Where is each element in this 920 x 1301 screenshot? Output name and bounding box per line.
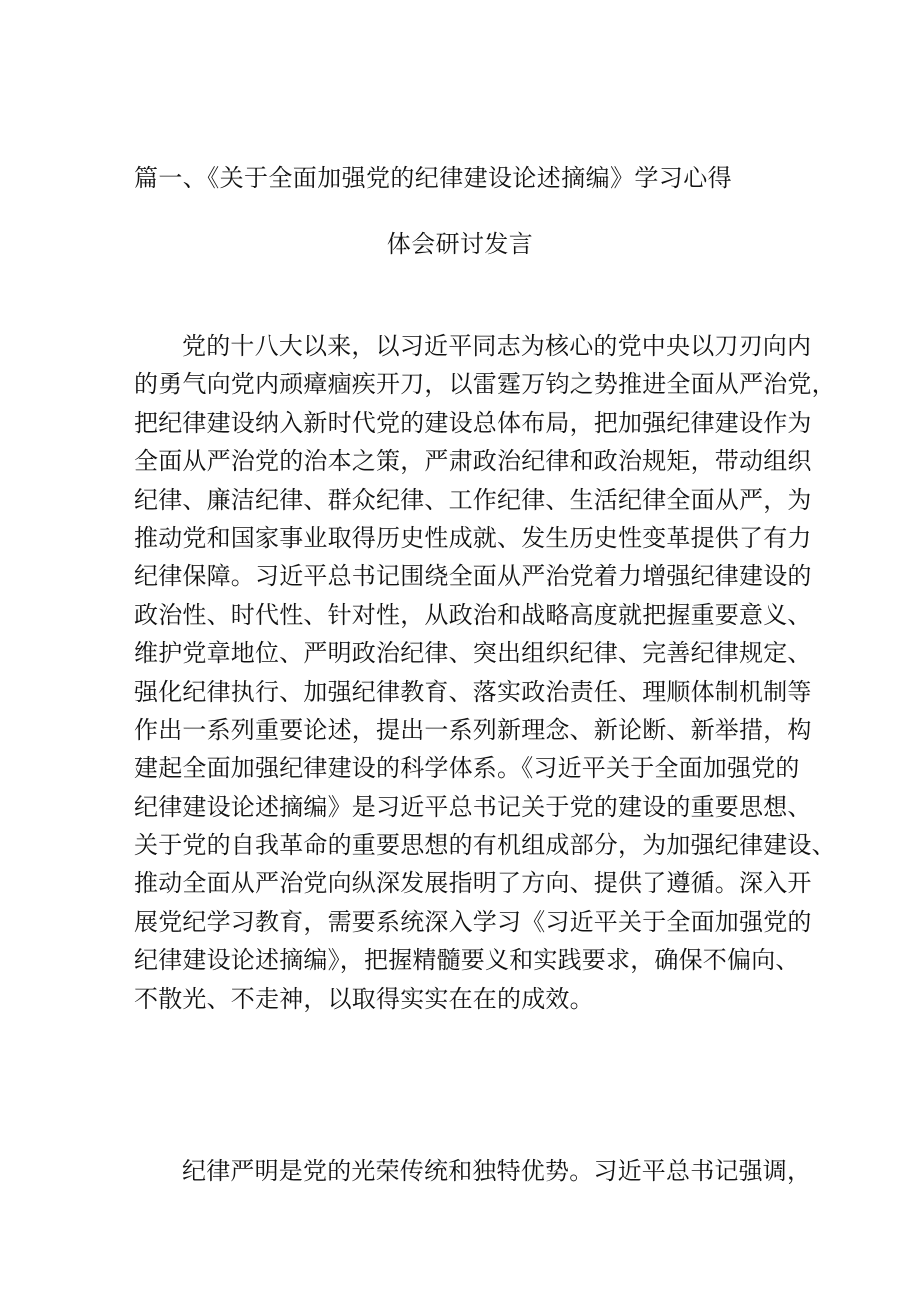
document-title-line-2: 体会研讨发言 [386,230,534,258]
paragraph-line: 强化纪律执行、加强纪律教育、落实政治责任、理顺体制机制等 [134,677,812,706]
paragraph-line: 纪律、廉洁纪律、群众纪律、工作纪律、生活纪律全面从严，为 [134,485,812,514]
paragraph-2 [134,1152,812,1190]
paragraph-line: 不散光、不走神，以取得实实在在的成效。 [134,984,594,1013]
paragraph-line: 纪律建设论述摘编》是习近平总书记关于党的建设的重要思想、 [134,792,812,821]
paragraph-line: 的勇气向党内顽瘴痼疾开刀，以雷霆万钧之势推进全面从严治党， [134,370,836,399]
paragraph-line: 推动党和国家事业取得历史性成就、发生历史性变革提供了有力 [134,523,812,552]
paragraph-line: 党的十八大以来，以习近平同志为核心的党中央以刀刃向内 [182,332,812,360]
paragraph-line: 作出一系列重要论述，提出一系列新理念、新论断、新举措，构 [134,715,812,744]
paragraph-line: 维护党章地位、严明政治纪律、突出组织纪律、完善纪律规定、 [134,639,812,668]
paragraph-line: 政治性、时代性、针对性，从政治和战略高度就把握重要意义、 [134,600,812,629]
paragraph-line: 把纪律建设纳入新时代党的建设总体布局，把加强纪律建设作为 [134,408,812,437]
paragraph-line: 关于党的自我革命的重要思想的有机组成部分，为加强纪律建设、 [134,831,836,860]
paragraph-line: 纪律保障。习近平总书记围绕全面从严治党着力增强纪律建设的 [134,562,812,591]
paragraph-1 [134,327,836,1018]
paragraph-line: 全面从严治党的治本之策，严肃政治纪律和政治规矩，带动组织 [134,447,812,476]
paragraph-line: 纪律严明是党的光荣传统和独特优势。习近平总书记强调， [182,1157,812,1185]
paragraph-line: 展党纪学习教育，需要系统深入学习《习近平关于全面加强党的 [134,907,812,936]
document-title-line-1: 篇一、《关于全面加强党的纪律建设论述摘编》学习心得 [134,164,732,192]
paragraph-line: 建起全面加强纪律建设的科学体系。《习近平关于全面加强党的 [134,754,800,783]
paragraph-line: 推动全面从严治党向纵深发展指明了方向、提供了遵循。深入开 [134,869,812,898]
paragraph-line: 纪律建设论述摘编》，把握精髓要义和实践要求，确保不偏向、 [134,946,800,975]
